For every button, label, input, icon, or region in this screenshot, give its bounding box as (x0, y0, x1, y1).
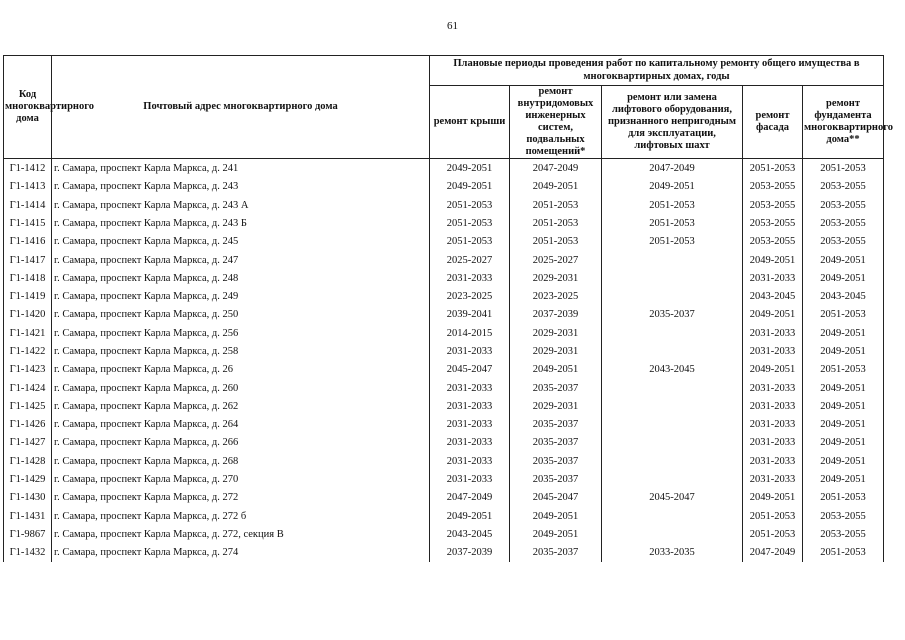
row-facade-period: 2051-2053 (743, 507, 803, 525)
row-foundation-period: 2049-2051 (803, 470, 884, 488)
row-address: г. Самара, проспект Карла Маркса, д. 243 Б (52, 214, 430, 232)
row-foundation-period: 2053-2055 (803, 507, 884, 525)
table-row (4, 269, 884, 287)
repair-schedule-table (3, 55, 893, 562)
table-row (4, 397, 884, 415)
table-header (4, 56, 893, 159)
table-row (4, 233, 884, 251)
row-roof-period: 2031-2033 (430, 379, 510, 397)
row-facade-period: 2031-2033 (743, 452, 803, 470)
table-row (4, 342, 884, 360)
row-facade-period: 2053-2055 (743, 214, 803, 232)
row-roof-period: 2031-2033 (430, 434, 510, 452)
row-code: Г1-1430 (4, 489, 52, 507)
table-row (4, 507, 884, 525)
row-lift-period (602, 342, 743, 360)
table-body (4, 159, 884, 562)
row-systems-period: 2035-2037 (510, 544, 602, 562)
row-lift-period (602, 324, 743, 342)
row-foundation-period: 2053-2055 (803, 525, 884, 543)
table-row (4, 306, 884, 324)
row-foundation-period: 2049-2051 (803, 416, 884, 434)
row-foundation-period: 2049-2051 (803, 342, 884, 360)
row-lift-period: 2051-2053 (602, 196, 743, 214)
table-row (4, 416, 884, 434)
row-address: г. Самара, проспект Карла Маркса, д. 250 (52, 306, 430, 324)
row-code: Г1-1415 (4, 214, 52, 232)
row-code: Г1-1425 (4, 397, 52, 415)
row-lift-period (602, 397, 743, 415)
row-lift-period: 2033-2035 (602, 544, 743, 562)
table-row (4, 214, 884, 232)
row-systems-period: 2035-2037 (510, 470, 602, 488)
row-facade-period: 2031-2033 (743, 470, 803, 488)
row-lift-period (602, 470, 743, 488)
table-row (4, 452, 884, 470)
row-roof-period: 2014-2015 (430, 324, 510, 342)
table-row (4, 470, 884, 488)
row-lift-period (602, 379, 743, 397)
row-code: Г1-1429 (4, 470, 52, 488)
row-facade-period: 2047-2049 (743, 544, 803, 562)
row-address: г. Самара, проспект Карла Маркса, д. 26 (52, 361, 430, 379)
row-code: Г1-1423 (4, 361, 52, 379)
row-facade-period: 2053-2055 (743, 178, 803, 196)
table-row (4, 525, 884, 543)
row-lift-period: 2051-2053 (602, 233, 743, 251)
table-row (4, 159, 884, 178)
table-row (4, 178, 884, 196)
row-address: г. Самара, проспект Карла Маркса, д. 272, секция В (52, 525, 430, 543)
row-foundation-period: 2051-2053 (803, 489, 884, 507)
row-address: г. Самара, проспект Карла Маркса, д. 256 (52, 324, 430, 342)
row-foundation-period: 2051-2053 (803, 544, 884, 562)
row-facade-period: 2031-2033 (743, 434, 803, 452)
row-facade-period: 2031-2033 (743, 269, 803, 287)
row-foundation-period: 2051-2053 (803, 361, 884, 379)
row-foundation-period: 2049-2051 (803, 324, 884, 342)
row-lift-period (602, 434, 743, 452)
page-number: 61 (447, 20, 458, 32)
row-systems-period: 2035-2037 (510, 379, 602, 397)
row-code: Г1-1432 (4, 544, 52, 562)
table-row (4, 489, 884, 507)
row-foundation-period: 2049-2051 (803, 452, 884, 470)
row-roof-period: 2023-2025 (430, 287, 510, 305)
table-row (4, 324, 884, 342)
row-lift-period: 2047-2049 (602, 159, 743, 178)
row-systems-period: 2035-2037 (510, 452, 602, 470)
row-address: г. Самара, проспект Карла Маркса, д. 243 А (52, 196, 430, 214)
row-code: Г1-1420 (4, 306, 52, 324)
row-code: Г1-1417 (4, 251, 52, 269)
row-lift-period (602, 287, 743, 305)
row-systems-period: 2045-2047 (510, 489, 602, 507)
row-address: г. Самара, проспект Карла Маркса, д. 245 (52, 233, 430, 251)
table-row (4, 379, 884, 397)
row-roof-period: 2025-2027 (430, 251, 510, 269)
row-systems-period: 2049-2051 (510, 507, 602, 525)
row-code: Г1-1419 (4, 287, 52, 305)
row-foundation-period: 2049-2051 (803, 434, 884, 452)
row-foundation-period: 2043-2045 (803, 287, 884, 305)
table-row (4, 434, 884, 452)
row-systems-period: 2049-2051 (510, 361, 602, 379)
row-facade-period: 2051-2053 (743, 159, 803, 178)
header-facade-repair: ремонт фасада (743, 86, 803, 159)
row-facade-period: 2031-2033 (743, 416, 803, 434)
row-roof-period: 2031-2033 (430, 269, 510, 287)
row-systems-period: 2035-2037 (510, 416, 602, 434)
row-code: Г1-1428 (4, 452, 52, 470)
table-row (4, 196, 884, 214)
row-foundation-period: 2049-2051 (803, 251, 884, 269)
row-lift-period: 2035-2037 (602, 306, 743, 324)
row-lift-period (602, 452, 743, 470)
header-lift-repair: ремонт или замена лифтового оборудования, признанного непригодным для эксплуатации, лифтовых шахт (602, 86, 743, 159)
header-code: Код многоквартирного дома (4, 56, 52, 159)
row-address: г. Самара, проспект Карла Маркса, д. 248 (52, 269, 430, 287)
row-systems-period: 2049-2051 (510, 525, 602, 543)
table-row (4, 287, 884, 305)
row-facade-period: 2031-2033 (743, 342, 803, 360)
row-systems-period: 2051-2053 (510, 233, 602, 251)
row-address: г. Самара, проспект Карла Маркса, д. 272 б (52, 507, 430, 525)
row-systems-period: 2047-2049 (510, 159, 602, 178)
header-address: Почтовый адрес многоквартирного дома (52, 56, 430, 159)
row-code: Г1-1412 (4, 159, 52, 178)
row-lift-period: 2043-2045 (602, 361, 743, 379)
row-address: г. Самара, проспект Карла Маркса, д. 243 (52, 178, 430, 196)
row-code: Г1-1421 (4, 324, 52, 342)
row-facade-period: 2043-2045 (743, 287, 803, 305)
row-facade-period: 2049-2051 (743, 306, 803, 324)
table-row (4, 544, 884, 562)
row-address: г. Самара, проспект Карла Маркса, д. 268 (52, 452, 430, 470)
row-systems-period: 2035-2037 (510, 434, 602, 452)
row-roof-period: 2031-2033 (430, 470, 510, 488)
row-facade-period: 2051-2053 (743, 525, 803, 543)
row-systems-period: 2049-2051 (510, 178, 602, 196)
row-roof-period: 2031-2033 (430, 416, 510, 434)
row-address: г. Самара, проспект Карла Маркса, д. 249 (52, 287, 430, 305)
header-roof-repair: ремонт крыши (430, 86, 510, 159)
row-code: Г1-1424 (4, 379, 52, 397)
row-code: Г1-1422 (4, 342, 52, 360)
row-roof-period: 2037-2039 (430, 544, 510, 562)
row-roof-period: 2043-2045 (430, 525, 510, 543)
row-systems-period: 2029-2031 (510, 269, 602, 287)
header-planned-periods: Плановые периоды проведения работ по капитальному ремонту общего имущества в многоквартирных домах, годы (430, 56, 884, 86)
row-address: г. Самара, проспект Карла Маркса, д. 260 (52, 379, 430, 397)
row-roof-period: 2051-2053 (430, 196, 510, 214)
row-systems-period: 2023-2025 (510, 287, 602, 305)
row-address: г. Самара, проспект Карла Маркса, д. 241 (52, 159, 430, 178)
row-lift-period: 2051-2053 (602, 214, 743, 232)
row-foundation-period: 2049-2051 (803, 379, 884, 397)
row-roof-period: 2047-2049 (430, 489, 510, 507)
row-code: Г1-1431 (4, 507, 52, 525)
row-facade-period: 2053-2055 (743, 233, 803, 251)
row-facade-period: 2049-2051 (743, 489, 803, 507)
header-systems-repair: ремонт внутридомовых инженерных систем, подвальных помещений* (510, 86, 602, 159)
row-facade-period: 2049-2051 (743, 251, 803, 269)
header-foundation-repair: ремонт фундамента многоквартирного дома** (803, 86, 884, 159)
row-address: г. Самара, проспект Карла Маркса, д. 274 (52, 544, 430, 562)
row-foundation-period: 2051-2053 (803, 159, 884, 178)
row-code: Г1-1414 (4, 196, 52, 214)
row-systems-period: 2051-2053 (510, 196, 602, 214)
row-roof-period: 2049-2051 (430, 178, 510, 196)
row-code: Г1-1427 (4, 434, 52, 452)
row-foundation-period: 2051-2053 (803, 306, 884, 324)
row-roof-period: 2049-2051 (430, 507, 510, 525)
row-lift-period (602, 416, 743, 434)
row-code: Г1-1416 (4, 233, 52, 251)
table-row (4, 361, 884, 379)
row-address: г. Самара, проспект Карла Маркса, д. 258 (52, 342, 430, 360)
row-roof-period: 2031-2033 (430, 397, 510, 415)
row-facade-period: 2053-2055 (743, 196, 803, 214)
row-systems-period: 2025-2027 (510, 251, 602, 269)
row-lift-period: 2045-2047 (602, 489, 743, 507)
row-systems-period: 2029-2031 (510, 397, 602, 415)
row-roof-period: 2051-2053 (430, 214, 510, 232)
row-foundation-period: 2053-2055 (803, 233, 884, 251)
row-address: г. Самара, проспект Карла Маркса, д. 264 (52, 416, 430, 434)
row-address: г. Самара, проспект Карла Маркса, д. 270 (52, 470, 430, 488)
row-facade-period: 2031-2033 (743, 397, 803, 415)
row-facade-period: 2049-2051 (743, 361, 803, 379)
table-row (4, 251, 884, 269)
row-systems-period: 2037-2039 (510, 306, 602, 324)
row-address: г. Самара, проспект Карла Маркса, д. 262 (52, 397, 430, 415)
row-roof-period: 2051-2053 (430, 233, 510, 251)
row-lift-period: 2049-2051 (602, 178, 743, 196)
row-roof-period: 2045-2047 (430, 361, 510, 379)
row-systems-period: 2051-2053 (510, 214, 602, 232)
row-systems-period: 2029-2031 (510, 342, 602, 360)
row-foundation-period: 2049-2051 (803, 269, 884, 287)
row-address: г. Самара, проспект Карла Маркса, д. 247 (52, 251, 430, 269)
row-systems-period: 2029-2031 (510, 324, 602, 342)
row-lift-period (602, 507, 743, 525)
row-address: г. Самара, проспект Карла Маркса, д. 272 (52, 489, 430, 507)
row-code: Г1-9867 (4, 525, 52, 543)
row-roof-period: 2049-2051 (430, 159, 510, 178)
row-lift-period (602, 251, 743, 269)
row-lift-period (602, 269, 743, 287)
row-code: Г1-1413 (4, 178, 52, 196)
row-foundation-period: 2049-2051 (803, 397, 884, 415)
row-code: Г1-1426 (4, 416, 52, 434)
row-lift-period (602, 525, 743, 543)
row-code: Г1-1418 (4, 269, 52, 287)
row-foundation-period: 2053-2055 (803, 178, 884, 196)
row-roof-period: 2031-2033 (430, 452, 510, 470)
row-roof-period: 2039-2041 (430, 306, 510, 324)
row-foundation-period: 2053-2055 (803, 196, 884, 214)
row-address: г. Самара, проспект Карла Маркса, д. 266 (52, 434, 430, 452)
row-facade-period: 2031-2033 (743, 379, 803, 397)
row-facade-period: 2031-2033 (743, 324, 803, 342)
row-foundation-period: 2053-2055 (803, 214, 884, 232)
row-roof-period: 2031-2033 (430, 342, 510, 360)
